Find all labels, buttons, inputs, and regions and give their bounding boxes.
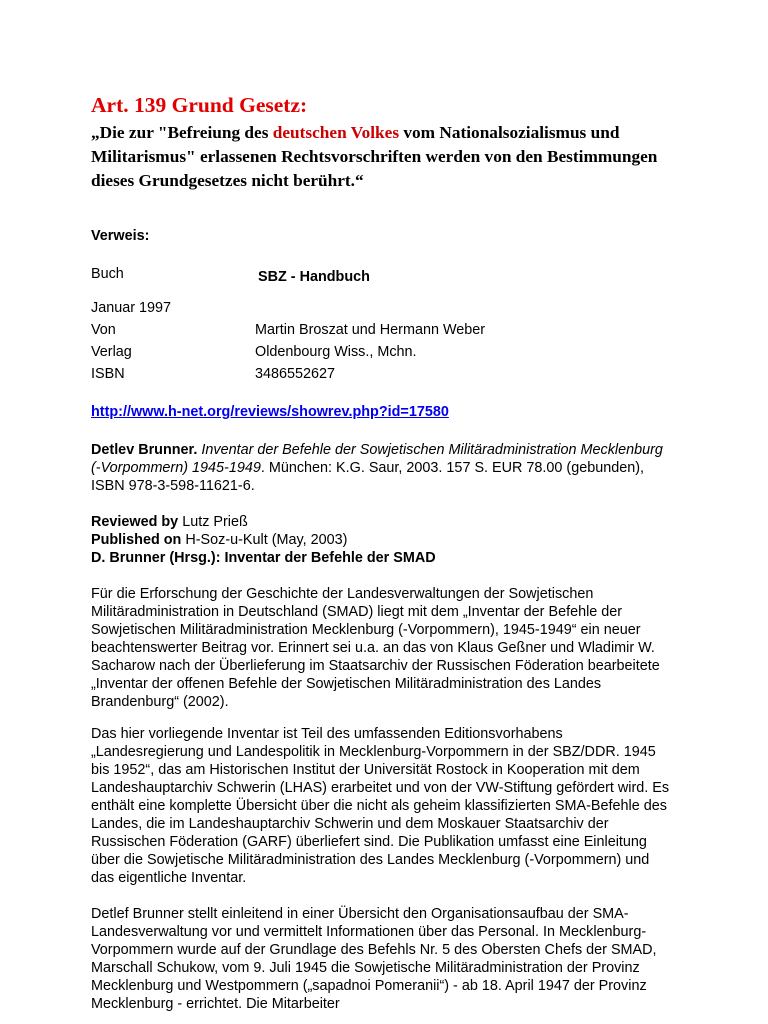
quote-text-start: „Die zur "Befreiung des: [91, 123, 273, 142]
reference-key: ISBN: [91, 366, 125, 382]
article-title: Art. 139 Grund Gesetz:: [91, 93, 308, 117]
reference-value: Oldenbourg Wiss., Mchn.: [255, 344, 417, 360]
body-paragraph-1: Für die Erforschung der Geschichte der Landesverwaltungen der Sowjetischen Militäradministration in Deutschland (SMAD) liegt mit dem „Inventar der Befehle der Sowjetischen Militäradministration Mecklenburg (-Vorpommern), 1945-1949“ ein neuer beachtenswerter Beitrag vor. Erinnert sei u.a. an das von Klaus Geßner und Wladimir W. Sacharow nach der Überlieferung im Staatsarchiv der Russischen Föderation bearbeitete „Inventar der offenen Befehle der Sowjetischen Militäradministration des Landes Brandenburg“ (2002).: [91, 586, 660, 710]
reference-key: Buch: [91, 266, 124, 282]
reference-value: Martin Broszat und Hermann Weber: [255, 322, 486, 338]
review-headline: D. Brunner (Hrsg.): Inventar der Befehle der SMAD: [91, 550, 436, 566]
reviewer-name: Lutz Prieß: [182, 514, 248, 530]
body-paragraph-3: Detlef Brunner stellt einleitend in einer Übersicht den Organisationsaufbau der SMA-Landesverwaltung vor und vermittelt Informationen über das Personal. In Mecklenburg-Vorpommern wurde auf der Grundlage des Befehls Nr. 5 des Obersten Chefs der SMAD, Marschall Schukow, vom 9. Juli 1945 die Sowjetische Militäradministration der Provinz Mecklenburg und Westpommern („sapadnoi Pomeranii“) - ab 18. April 1947 der Provinz Mecklenburg - errichtet. Die Mitarbeiter: [91, 906, 657, 1012]
reference-key: Verlag: [91, 344, 132, 360]
reference-heading: Verweis:: [91, 228, 150, 244]
review-citation: [91, 441, 676, 495]
quote-text-end: vom Nationalsozialismus und Militarismus" erlassenen Rechtsvorschriften werden von den Bestimmungen dieses Grundgesetzes nicht berührt.“: [91, 123, 658, 190]
published-on-value: H-Soz-u-Kult (May, 2003): [185, 532, 348, 548]
quote-highlight: deutschen Volkes: [272, 123, 400, 142]
reference-key: Januar 1997: [91, 300, 172, 316]
review-book-title: Inventar der Befehle der Sowjetischen Militäradministration Mecklenburg (-Vorpommern) 1945-1949: [91, 442, 663, 476]
review-author: Detlev Brunner.: [91, 442, 198, 458]
review-meta: [91, 513, 676, 567]
reference-value: 3486552627: [255, 366, 336, 382]
review-publication: . München: K.G. Saur, 2003. 157 S. EUR 78.00 (gebunden), ISBN 978-3-598-11621-6.: [91, 460, 645, 494]
article-quote: [91, 121, 691, 193]
reviewed-by-label: Reviewed by: [91, 514, 179, 530]
published-on-label: Published on: [91, 532, 182, 548]
body-paragraph-2: Das hier vorliegende Inventar ist Teil des umfassenden Editionsvorhabens „Landesregierung und Landespolitik in Mecklenburg-Vorpommern in der SBZ/DDR. 1945 bis 1952“, das am Historischen Institut der Universität Rostock in Kooperation mit dem Landeshauptarchiv Schwerin (LHAS) erarbeitet und von der VW-Stiftung gefördert wird. Es enthält eine komplette Übersicht über die nicht als geheim klassifizierten SMA-Befehle des Landes, die im Landeshauptarchiv Schwerin und dem Moskauer Staatsarchiv der Russischen Föderation (GARF) überliefert sind. Die Publikation umfasst eine Einleitung über die Sowjetische Militäradministration des Landes Mecklenburg (-Vorpommern) und das eigentliche Inventar.: [91, 726, 670, 886]
reference-value: SBZ - Handbuch: [258, 269, 370, 285]
reference-key: Von: [91, 322, 116, 338]
review-link[interactable]: http://www.h-net.org/reviews/showrev.php?id=17580: [91, 404, 449, 420]
